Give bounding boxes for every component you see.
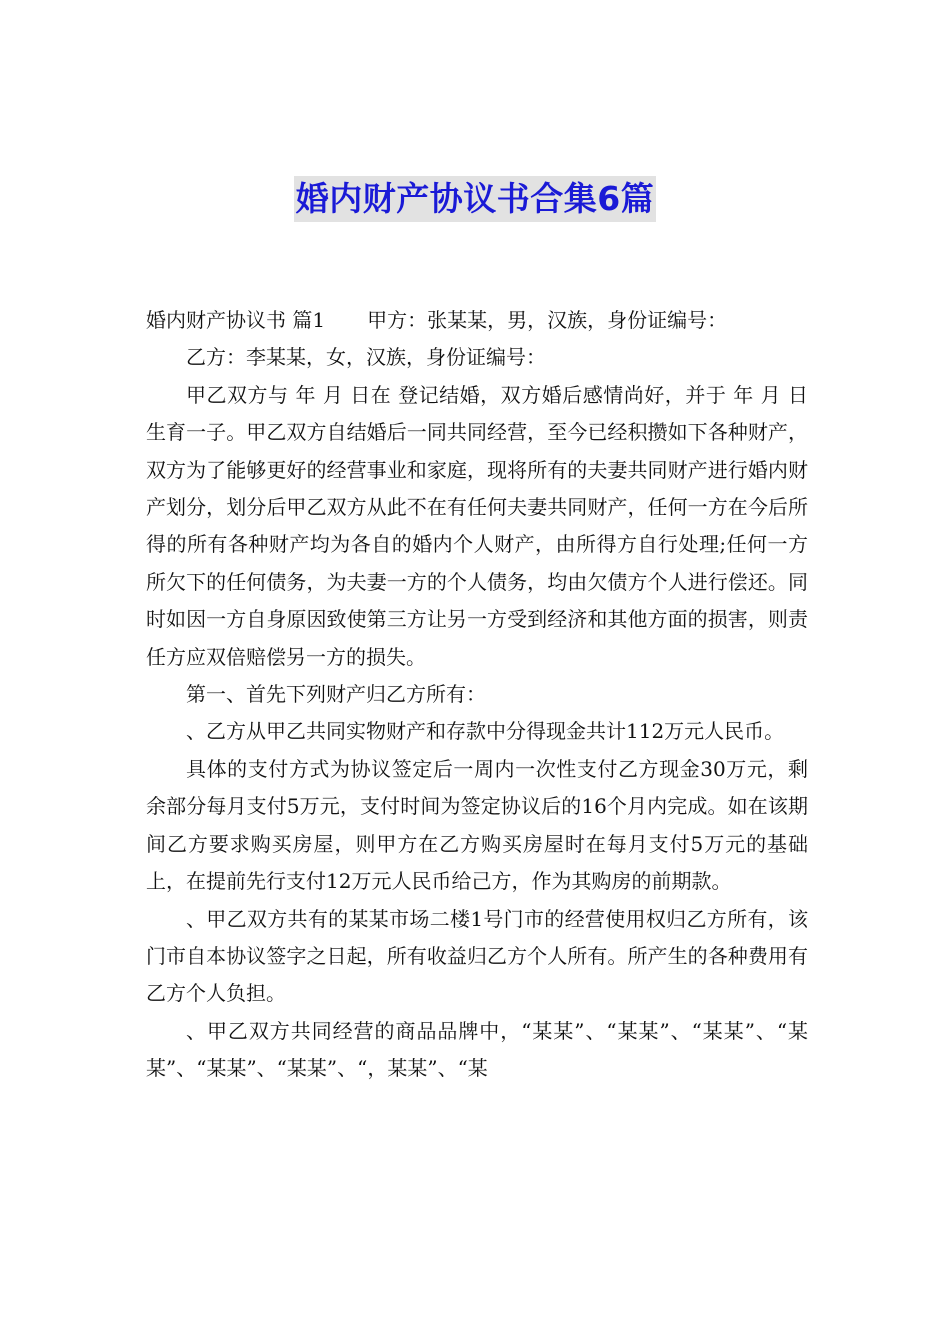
paragraph-store-rights: 、甲乙双方共有的某某市场二楼1号门市的经营使用权归乙方所有，该门市自本协议签字之日起，所有收益归乙方个人所有。所产生的各种费用有乙方个人负担。 <box>146 906 808 1006</box>
paragraph-background: 甲乙双方与 年 月 日在 登记结婚，双方婚后感情尚好，并于 年 月 日生育一子。甲乙双方自结婚后一同共同经营，至今已经积攒如下各种财产，双方为了能够更好的经营事业和家庭，现将所有的夫妻共同财产进行婚内财产划分，划分后甲乙双方从此不在有任何夫妻共同财产，任何一方在今后所得的所有各种财产均为各自的婚内个人财产，由所得方自行处理;任何一方所欠下的任何债务，为夫妻一方的个人债务，均由欠债方个人进行偿还。同时如因一方自身原因致使第三方让另一方受到经济和其他方面的损害，则责任方应双倍赔偿另一方的损失。 <box>146 382 808 669</box>
party-b-line: 乙方：李某某，女，汉族，身份证编号： <box>186 345 546 370</box>
document-title: 婚内财产协议书合集6篇 <box>294 176 656 222</box>
document-body <box>146 302 808 1088</box>
section-heading: 婚内财产协议书 篇1 <box>146 308 326 332</box>
paragraph-cash-share: 、乙方从甲乙共同实物财产和存款中分得现金共计112万元人民币。 <box>186 719 785 744</box>
paragraph-clause-heading: 第一、首先下列财产归乙方所有： <box>186 682 486 707</box>
paragraph-brands: 、甲乙双方共同经营的商品品牌中，“某某”、“某某”、“某某”、“某某”、“某某”、“某某”、“，某某”、“某 <box>146 1018 808 1081</box>
party-a-line: 甲方：张某某，男，汉族，身份证编号： <box>367 308 728 332</box>
first-line <box>146 302 808 339</box>
paragraph-payment-method: 具体的支付方式为协议签定后一周内一次性支付乙方现金30万元，剩余部分每月支付5万元，支付时间为签定协议后的16个月内完成。如在该期间乙方要求购买房屋，则甲方在乙方购买房屋时在每月支付5万元的基础上，在提前先行支付12万元人民币给己方，作为其购房的前期款。 <box>146 756 808 894</box>
title-container <box>0 176 950 222</box>
